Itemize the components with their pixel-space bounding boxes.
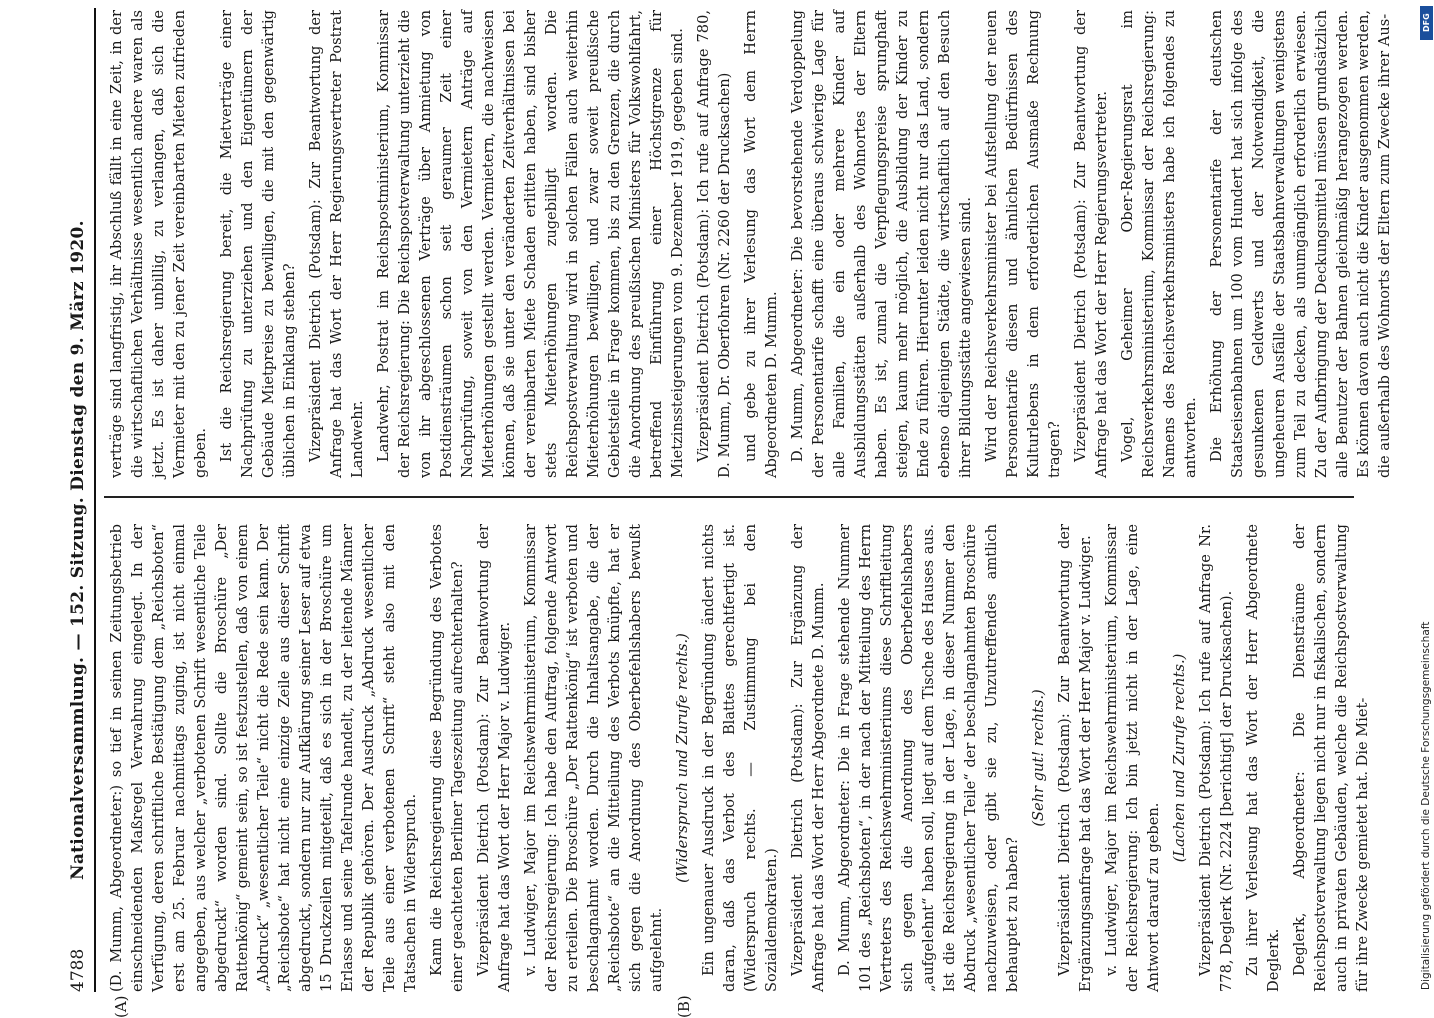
paragraph: Kann die Reichsregierung diese Begründung des Verbotes einer geachteten Berliner Tageszeitung aufrechterhalten? [428, 524, 466, 992]
paragraph: Ist die Reichsregierung bereit, die Mietverträge einer Nachprüfung zu unterziehen und den Eigentümern der Gebäude Mietpreise zu bewilligen, die mit den gegenwärtig üblichen in Einklang stehen? [218, 10, 298, 478]
paragraph: Ein ungenauer Ausdruck in der Begründung ändert nichts daran, daß das Verbot des Blattes gerechtfertigt ist. (Widerspruch rechts. — Zustimmung bei den Sozialdemokraten.) [700, 524, 780, 992]
interjection: (Widerspruch und Zurufe rechts.) [674, 633, 691, 883]
paragraph: Die Erhöhung der Personentarife der deutschen Staatseisenbahnen um 100 vom Hundert hat sich infolge des gesunkenen Geldwerts und der Notwendigkeit, die ungeheuren Ausfälle der Staatsbahnverwaltungen wenigstens zum Teil zu decken, als unumgänglich erforderlich erwiesen. Zu der Aufbringung der Deckungsmittel müssen grundsätzlich alle Benutzer der Bahnen gleichmäßig herangezogen werden. Es können davon auch nicht die Kinder ausgenommen werden, die außerhalb des Wohnorts der Eltern zum Zwecke ihrer Aus- [1208, 10, 1393, 478]
paragraph: Deglerk, Abgeordneter: Die Diensträume der Reichspostverwaltung liegen nicht nur in fiskalischen, sondern auch in privaten Gebäuden, welche die Reichspostverwaltung für ihre Zwecke gemietet hat. Die Miet- [1291, 524, 1371, 992]
paragraph: Wird der Reichsverkehrsminister bei Aufstellung der neuen Personentarife diesen und ähnlichen Bedürfnissen des Kulturlebens in dem erforderlichen Ausmaße Rechnung tragen? [983, 10, 1063, 478]
paragraph: verträge sind langfristig, ihr Abschluß fällt in eine Zeit, in der die wirtschaftlichen Verhältnisse wesentlich andere waren als jetzt. Es ist daher unbillig, zu verlangen, daß sich die Vermieter mit den zu jener Zeit vereinbarten Mieten zufrieden geben. [108, 10, 209, 478]
margin-marker-b: (B) [675, 995, 693, 1018]
column-divider [104, 497, 1354, 499]
header-rule [94, 8, 96, 992]
paragraph: Vizepräsident Dietrich (Potsdam): Zur Beantwortung der Anfrage hat das Wort der Herr Major v. Ludwiger. [475, 524, 513, 992]
paragraph: D. Mumm, Abgeordneter: Die in Frage stehende Nummer 101 des „Reichsboten“, in der nach der Mitteilung des Herrn Vertreters des Reichswehrministeriums diese Schriftleitung sich gegen die Anordnung des Oberbefehlshabers „aufgelehnt“ haben soll, liegt auf dem Tische des Hauses aus. Ist die Reichsregierung in der Lage, in dieser Nummer den Abdruck „wesentlicher Teile“ der beschlagnahmten Broschüre nachzuweisen, oder gibt sie zu, Unzutreffendes amtlich behauptet zu haben? [836, 524, 1021, 992]
paragraph: v. Ludwiger, Major im Reichswehrministerium, Kommissar der Reichsregierung: Ich habe den Auftrag, folgende Antwort zu erteilen. Die Broschüre „Der Rattenkönig“ ist verboten und beschlagnahmt worden. Durch die Inhaltsangabe, die der „Reichsbote“ an die Mitteilung des Verbots knüpfte, hat er sich gegen die Anordnung des Oberbefehlshabers bewußt aufgelehnt. [522, 524, 665, 992]
rotated-page-content [60, 0, 1393, 1018]
interjection: (Sehr gut! rechts.) [1030, 689, 1047, 827]
paragraph: Vizepräsident Dietrich (Potsdam): Zur Beantwortung der Anfrage hat das Wort der Herr Regierungsvertreter Postrat Landwehr. [307, 10, 366, 478]
paragraph: v. Ludwiger, Major im Reichswehrministerium, Kommissar der Reichsregierung: Ich bin jetzt nicht in der Lage, eine Antwort darauf zu geben. [1103, 524, 1162, 992]
paragraph: Vizepräsident Dietrich (Potsdam): Zur Beantwortung der Anfrage hat das Wort der Herr Regierungsvertreter. [1072, 10, 1110, 478]
running-title: Nationalversammlung. — 152. Sitzung. Dienstag den 9. März 1920. [68, 220, 88, 880]
paragraph: Vizepräsident Dietrich (Potsdam): Ich rufe auf Anfrage 780, D. Mumm, Dr. Oberfohren (Nr. 2260 der Drucksachen) [695, 10, 733, 478]
paragraph: Landwehr, Postrat im Reichspostministerium, Kommissar der Reichsregierung: Die Reichspostverwaltung unterzieht die von ihr abgeschlossenen Verträge über Anmietung von Postdiensträumen schon seit geraumer Zeit einer Nachprüfung, soweit von den Vermietern Anträge auf Mieterhöhungen gestellt werden. Vermietern, die nachweisen können, daß sie unter den veränderten Zeitverhältnissen bei der vereinbarten Miete Schaden erlitten haben, sind bisher stets Mieterhöhungen zugebilligt worden. Die Reichspostverwaltung wird in solchen Fällen auch weiterhin Mieterhöhungen bewilligen, und zwar soweit preußische Gebietsteile in Frage kommen, bis zu den Grenzen, die durch die Anordnung des preußischen Ministers für Volkswohlfahrt, betreffend Einführung einer Höchstgrenze für Mietzinssteigerungen vom 9. Dezember 1919, gegeben sind. [375, 10, 686, 478]
page-number: 4788 [68, 948, 88, 992]
right-column [106, 10, 1400, 478]
watermark-text: Digitalisierung gefördert durch die Deutsche Forschungsgemeinschaft [1420, 621, 1432, 990]
paragraph: Zu ihrer Verlesung hat das Wort der Herr Abgeordnete Deglerk. [1244, 524, 1282, 992]
paragraph: und gebe zu ihrer Verlesung das Wort dem Herrn Abgeordneten D. Mumm. [742, 10, 780, 478]
interjection: (Lachen und Zurufe rechts.) [1171, 653, 1188, 863]
paragraph: Vizepräsident Dietrich (Potsdam): Ich rufe auf Anfrage Nr. 778, Deglerk (Nr. 2224 [berichtigt] der Drucksachen). [1197, 524, 1235, 992]
paragraph: (D. Mumm, Abgeordneter:) so tief in seinen Zeitungsbetrieb einschneidenden Maßregel Verwahrung eingelegt. In der Verfügung, deren schriftliche Bestätigung dem „Reichsboten“ erst am 25. Februar nachmittags zuging, ist nicht einmal angegeben, aus welcher „verbotenen Schrift wesentliche Teile abgedruckt“ worden sind. Sollte die Broschüre „Der Rattenkönig“ gemeint sein, so ist festzustellen, daß von einem „Abdruck“ „wesentlicher Teile“ nicht die Rede sein kann. Der „Reichsbote“ hat nicht eine einzige Zeile aus dieser Schrift abgedruckt, sondern nur zur Aufklärung seiner Leser auf etwa 15 Druckzeilen mitgeteilt, daß es sich in der Broschüre um Erlasse und seine Tafelrunde handelt, zu der leitende Männer der Republik gehören. Der Ausdruck „Abdruck wesentlicher Teile aus einer verbotenen Schrift“ steht also mit den Tatsachen in Widerspruch. [108, 524, 419, 992]
paragraph: D. Mumm, Abgeordneter: Die bevorstehende Verdoppelung der Personentarife schafft eine überaus schwierige Lage für alle Familien, die ein oder mehrere Kinder auf Ausbildungsstätten außerhalb des Wohnortes der Eltern haben. Es ist, zumal die Verpflegungspreise sprunghaft steigen, kaum mehr möglich, die Ausbildung der Kinder zu Ende zu führen. Hierunter leiden nicht nur das Land, sondern ebenso diejenigen Städte, die wirtschaftlich auf den Besuch ihrer Bildungsstätte angewiesen sind. [789, 10, 974, 478]
margin-marker-a: (A) [112, 995, 130, 1018]
left-column [106, 524, 1378, 992]
paragraph: Vizepräsident Dietrich (Potsdam): Zur Ergänzung der Anfrage hat das Wort der Herr Abgeordnete D. Mumm. [789, 524, 827, 992]
paragraph: Vogel, Geheimer Ober-Regierungsrat im Reichsverkehrsministerium, Kommissar der Reichsregierung: Namens des Reichsverkehrsministers habe ich folgendes zu antworten. [1119, 10, 1199, 478]
dfg-logo: DFG [1420, 6, 1433, 40]
digitization-watermark [1418, 6, 1434, 994]
paragraph: Vizepräsident Dietrich (Potsdam): Zur Beantwortung der Ergänzungsanfrage hat das Wort der Herr Major v. Ludwiger. [1056, 524, 1094, 992]
